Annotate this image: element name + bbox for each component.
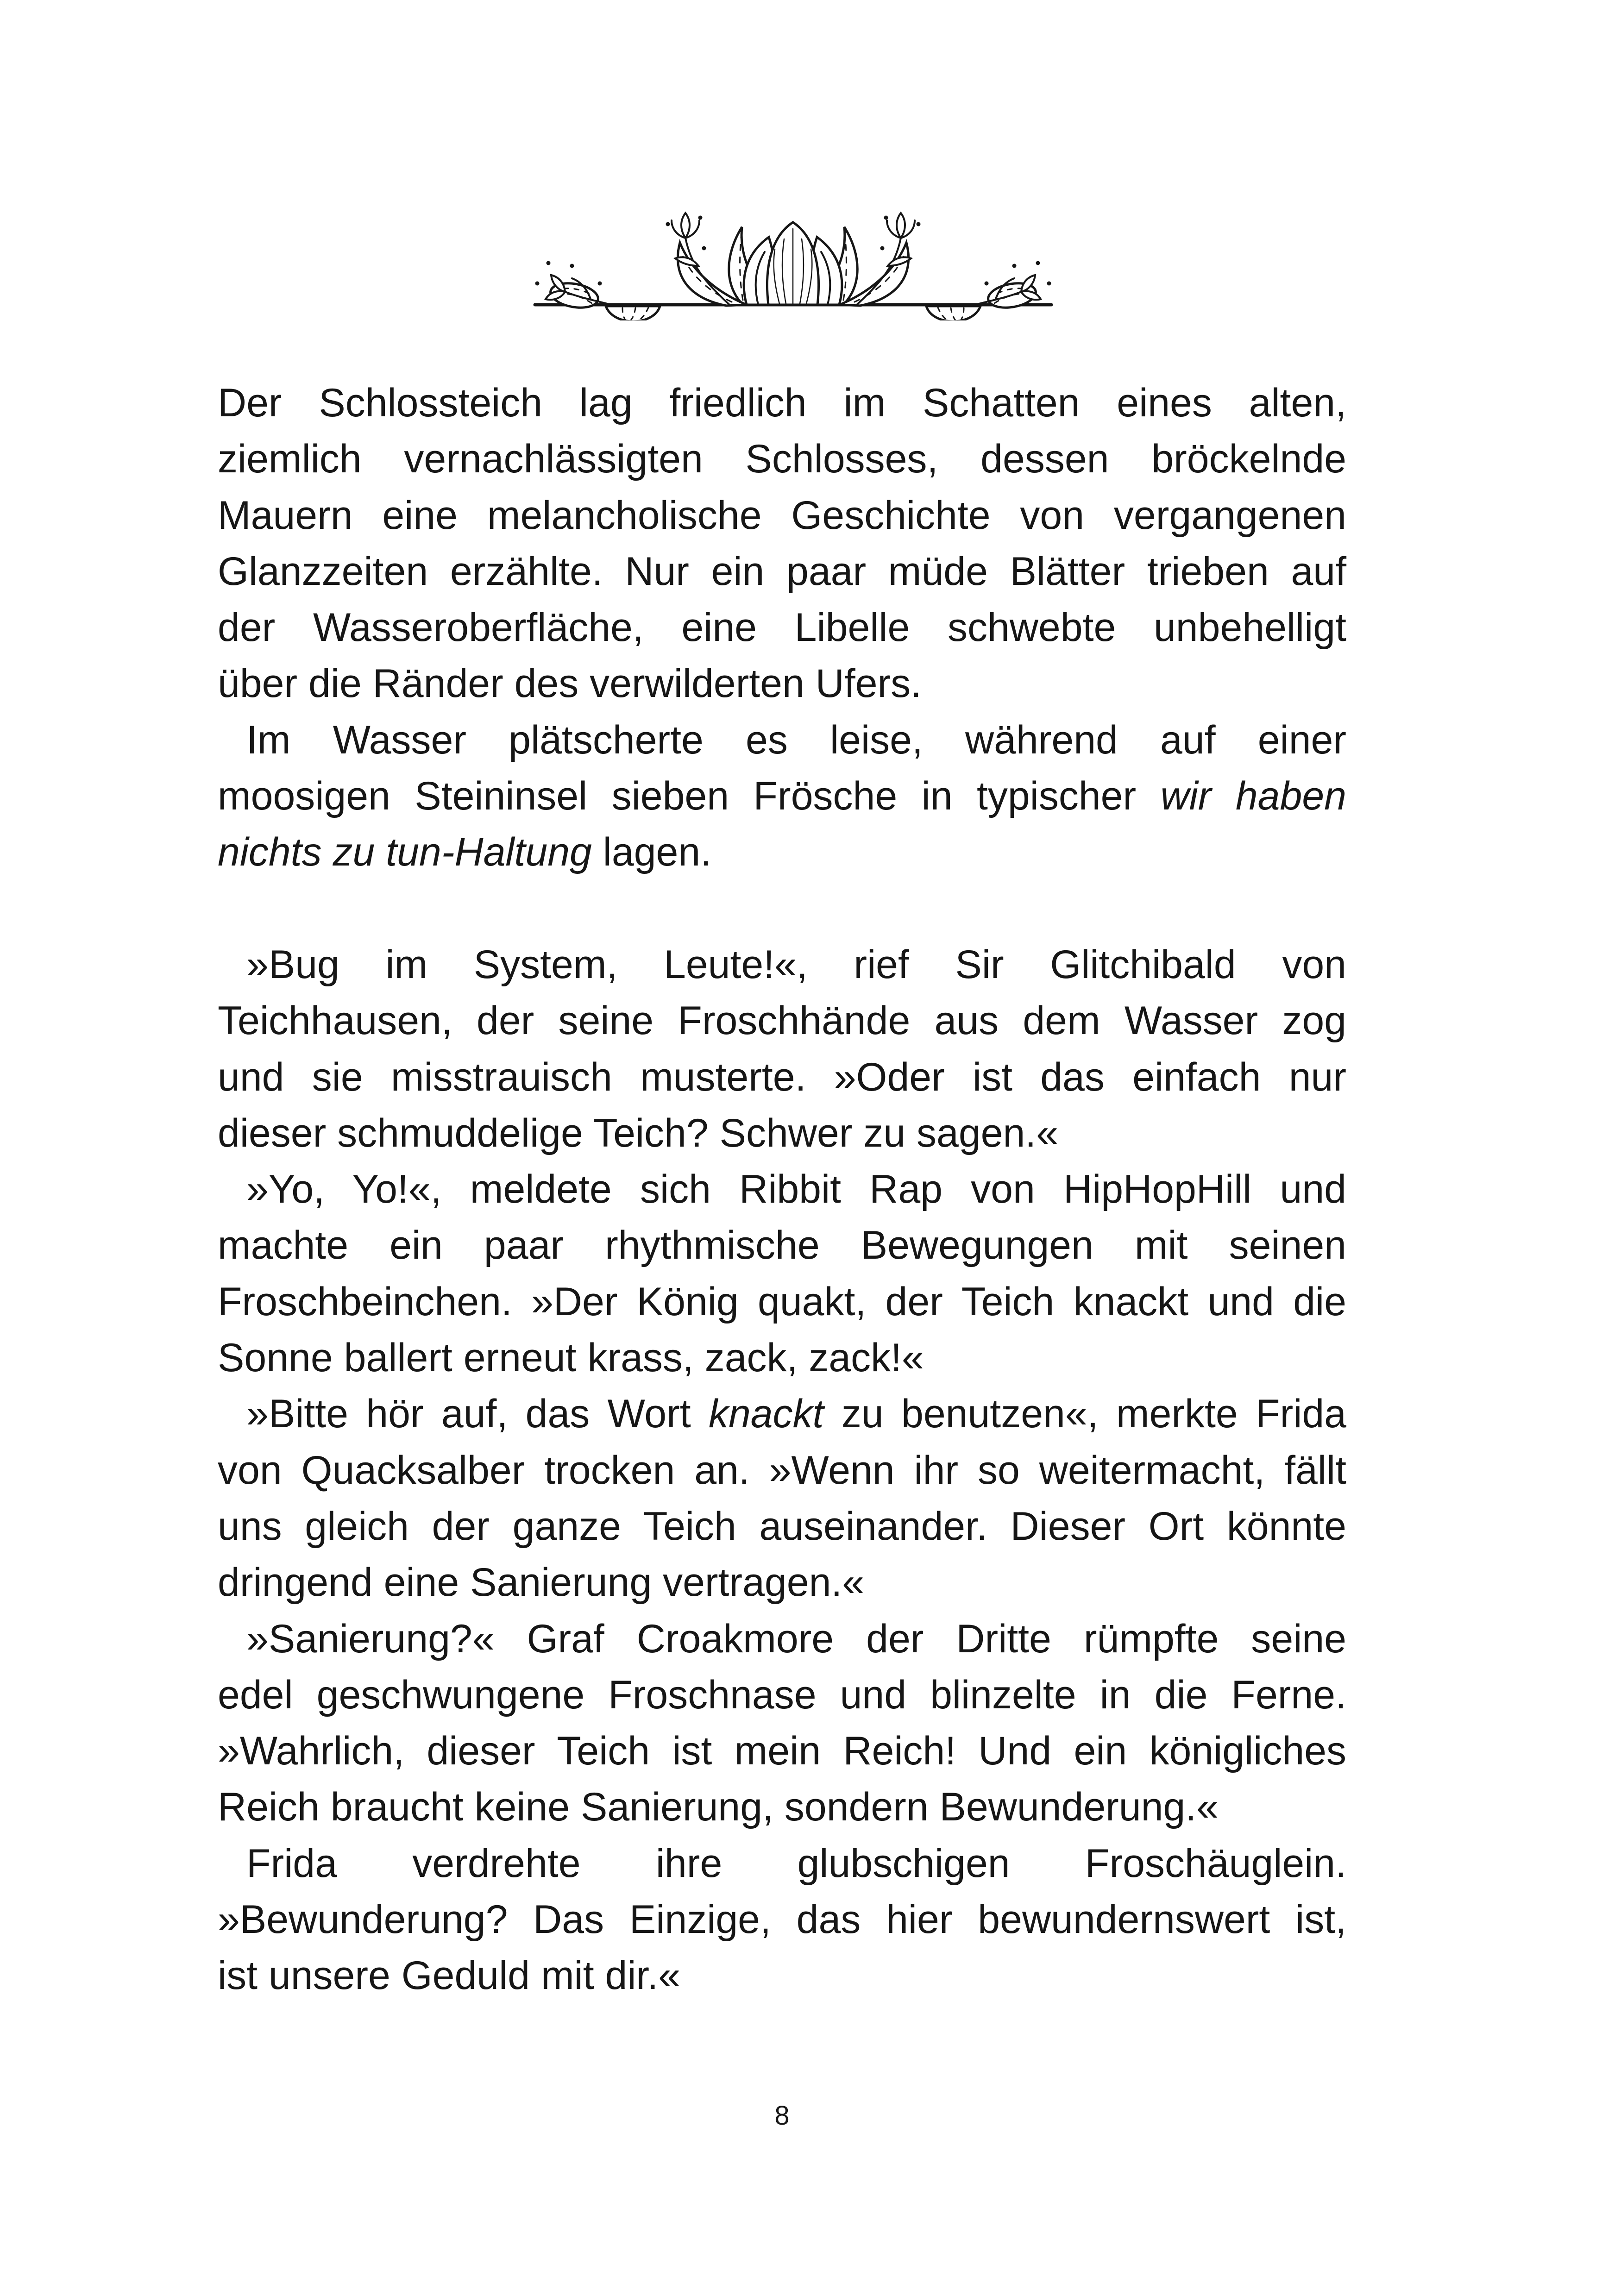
floral-ornament	[530, 209, 1056, 320]
text-segment: Teichhausen, der seine Froschhände aus dem Wasser zog	[218, 998, 1346, 1043]
text-segment: über die Ränder des verwilderten Ufers.	[218, 661, 922, 706]
text-segment: ziemlich vernachlässigten Schlosses, dessen bröckelnde	[218, 437, 1346, 482]
text-line	[218, 1274, 1346, 1330]
story-text	[218, 375, 1346, 2004]
text-line	[218, 375, 1346, 431]
text-segment: ist unsere Geduld mit dir.«	[218, 1953, 681, 1998]
paragraph	[218, 375, 1346, 712]
text-segment: von Quacksalber trocken an. »Wenn ihr so weitermacht, fällt	[218, 1448, 1346, 1493]
text-segment: Frida verdrehte ihre glubschigen Froschäuglein.	[246, 1841, 1346, 1886]
text-line	[218, 544, 1346, 600]
italic-text-segment: wir haben	[1160, 774, 1346, 819]
italic-text-segment: knackt	[708, 1392, 824, 1437]
text-line	[218, 1723, 1346, 1779]
text-line	[218, 1386, 1346, 1442]
text-line	[218, 1443, 1346, 1499]
text-segment: Mauern eine melancholische Geschichte von vergangenen	[218, 493, 1346, 538]
text-segment: edel geschwungene Froschnase und blinzelte in die Ferne.	[218, 1672, 1346, 1717]
text-segment: Der Schlossteich lag friedlich im Schatten eines alten,	[218, 381, 1346, 425]
text-line	[218, 488, 1346, 544]
text-segment: »Bitte hör auf, das Wort	[246, 1392, 709, 1437]
text-segment: »Bewunderung? Das Einzige, das hier bewundernswert ist,	[218, 1897, 1346, 1942]
text-line	[218, 937, 1346, 993]
text-line	[218, 1948, 1346, 2004]
text-line	[218, 768, 1346, 824]
text-line	[218, 1217, 1346, 1273]
text-line	[218, 600, 1346, 656]
text-segment: dringend eine Sanierung vertragen.«	[218, 1560, 865, 1605]
text-line	[218, 1779, 1346, 1835]
text-segment: zu benutzen«, merkte Frida	[823, 1392, 1346, 1437]
text-segment: uns gleich der ganze Teich auseinander. Dieser Ort könnte	[218, 1504, 1346, 1549]
text-line	[218, 656, 1346, 712]
text-segment: »Bug im System, Leute!«, rief Sir Glitchibald von	[246, 942, 1346, 987]
text-segment: machte ein paar rhythmische Bewegungen mit seinen	[218, 1223, 1346, 1268]
text-segment: Glanzzeiten erzählte. Nur ein paar müde Blätter trieben auf	[218, 549, 1346, 594]
text-segment: »Sanierung?« Graf Croakmore der Dritte rümpfte seine	[246, 1616, 1346, 1661]
text-segment: moosigen Steininsel sieben Frösche in typischer	[218, 774, 1161, 819]
text-segment: und sie misstrauisch musterte. »Oder ist das einfach nur	[218, 1054, 1346, 1099]
text-line	[218, 712, 1346, 768]
text-line	[218, 1892, 1346, 1948]
paragraph	[218, 1161, 1346, 1386]
text-line	[218, 824, 1346, 880]
text-line	[218, 1667, 1346, 1723]
paragraph	[218, 1836, 1346, 2004]
text-segment: Im Wasser plätscherte es leise, während auf einer	[246, 717, 1346, 762]
text-line	[218, 1105, 1346, 1161]
text-line	[218, 1836, 1346, 1892]
paragraph	[218, 1611, 1346, 1836]
text-line	[218, 1049, 1346, 1105]
text-line	[218, 1555, 1346, 1611]
text-segment: »Yo, Yo!«, meldete sich Ribbit Rap von HipHopHill und	[246, 1167, 1346, 1212]
text-line	[218, 1161, 1346, 1217]
paragraph	[218, 1386, 1346, 1611]
paragraph	[218, 937, 1346, 1161]
text-segment: lagen.	[591, 830, 712, 875]
text-segment: »Wahrlich, dieser Teich ist mein Reich! Und ein königliches	[218, 1729, 1346, 1774]
text-segment: Sonne ballert erneut krass, zack, zack!«	[218, 1336, 924, 1380]
text-line	[218, 431, 1346, 487]
page-number: 8	[774, 2101, 790, 2131]
italic-text-segment: nichts zu tun-Haltung	[218, 830, 592, 875]
text-segment: Reich braucht keine Sanierung, sondern Bewunderung.«	[218, 1785, 1219, 1830]
text-segment: dieser schmuddelige Teich? Schwer zu sagen.«	[218, 1110, 1059, 1155]
text-segment: der Wasseroberfläche, eine Libelle schwebte unbehelligt	[218, 605, 1346, 650]
text-line	[218, 1499, 1346, 1555]
text-line	[218, 1330, 1346, 1386]
text-line	[218, 993, 1346, 1049]
paragraph	[218, 712, 1346, 881]
text-segment: Froschbeinchen. »Der König quakt, der Teich knackt und die	[218, 1279, 1346, 1324]
text-line	[218, 1611, 1346, 1667]
